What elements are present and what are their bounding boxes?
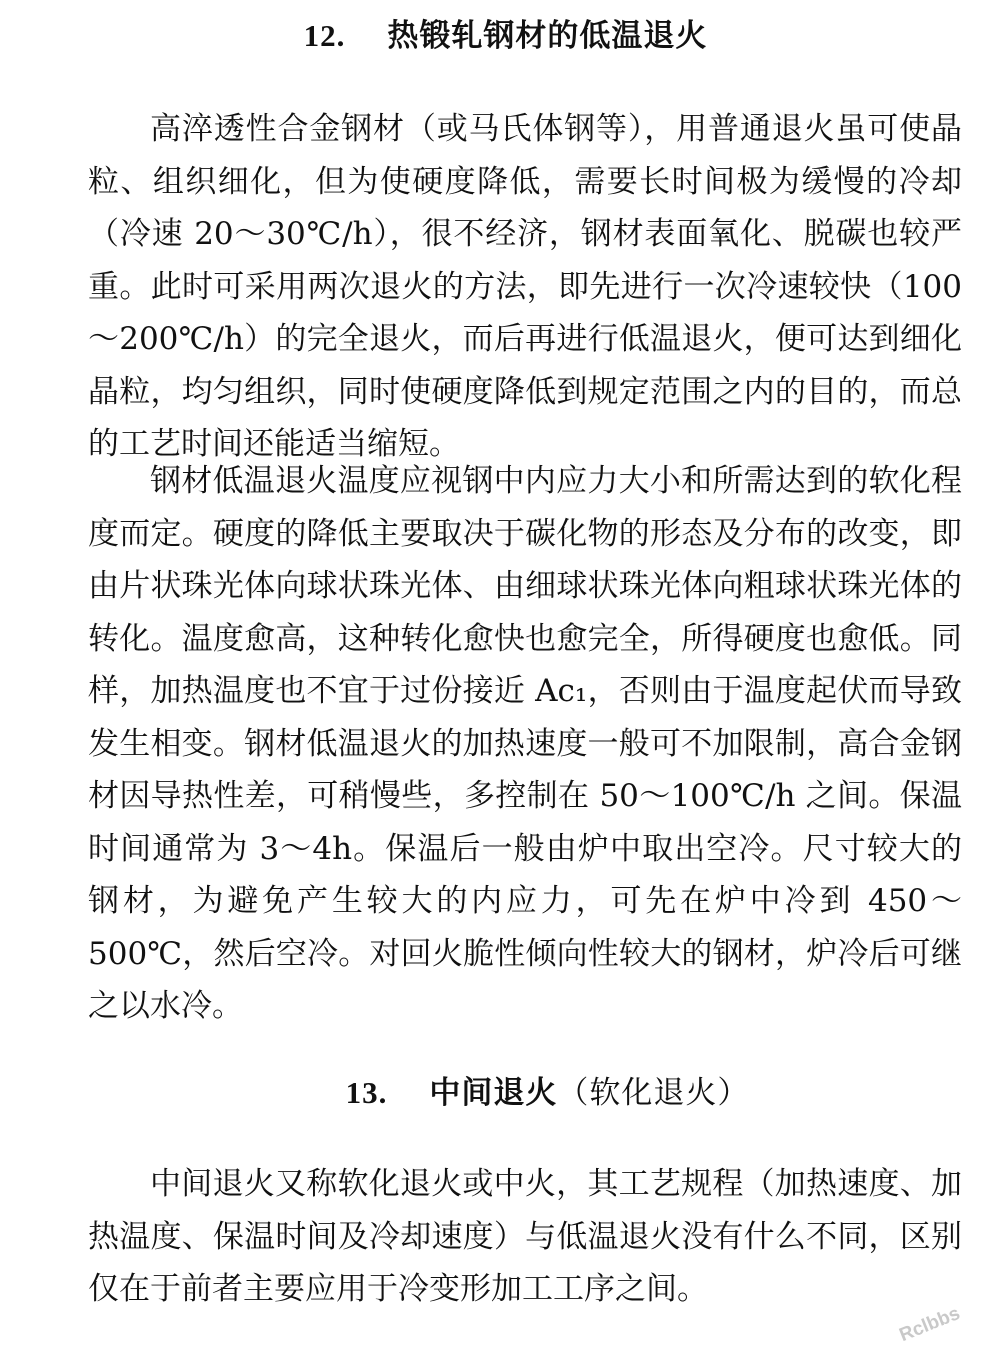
section-12-paragraph-1: 高淬透性合金钢材（或马氏体钢等），用普通退火虽可使晶粒、组织细化，但为使硬度降低，需要长时间极为缓慢的冷却（冷速 20～30℃/h），很不经济，钢材表面氧化、脱碳也较严重。此时可采用两次退火的方法，即先进行一次冷速较快（100～200℃/h）的完全退火，而后再进行低温退火，便可达到细化晶粒，均匀组织，同时使硬度降低到规定范围之内的目的，而总的工艺时间还能适当缩短。 <box>88 111 962 462</box>
section-12-number: 12. <box>303 18 346 53</box>
section-12-title: 热锻轧钢材的低温退火 <box>387 18 708 54</box>
section-13-title-paren: （软化退火） <box>557 1075 750 1111</box>
section-13-paragraph-1: 中间退火又称软化退火或中火，其工艺规程（加热速度、加热温度、保温时间及冷却速度）与低温退火没有什么不同，区别仅在于前者主要应用于冷变形加工工序之间。 <box>88 1166 962 1307</box>
section-12-paragraph-2: 钢材低温退火温度应视钢中内应力大小和所需达到的软化程度而定。硬度的降低主要取决于碳化物的形态及分布的改变，即由片状珠光体向球状珠光体、由细球状珠光体向粗球状珠光体的转化。温度愈高，这种转化愈快也愈完全，所得硬度也愈低。同样，加热温度也不宜于过份接近 Ac₁，否则由于温度起伏而导致发生相变。钢材低温退火的加热速度一般可不加限制，高合金钢材因导热性差，可稍慢些，多控制在 50～100℃/h 之间。保温时间通常为 3～4h。保温后一般由炉中取出空冷。尺寸较大的钢材，为避免产生较大的内应力，可先在炉中冷到 450～500℃，然后空冷。对回火脆性倾向性较大的钢材，炉冷后可继之以水冷。 <box>88 463 962 1024</box>
section-13-heading <box>52 1067 991 1112</box>
section-13-number: 13. <box>345 1075 388 1110</box>
section-13-title: 中间退火 <box>429 1075 558 1111</box>
section-12-heading <box>10 10 991 55</box>
watermark-logo: Rclbbs <box>896 1302 964 1347</box>
